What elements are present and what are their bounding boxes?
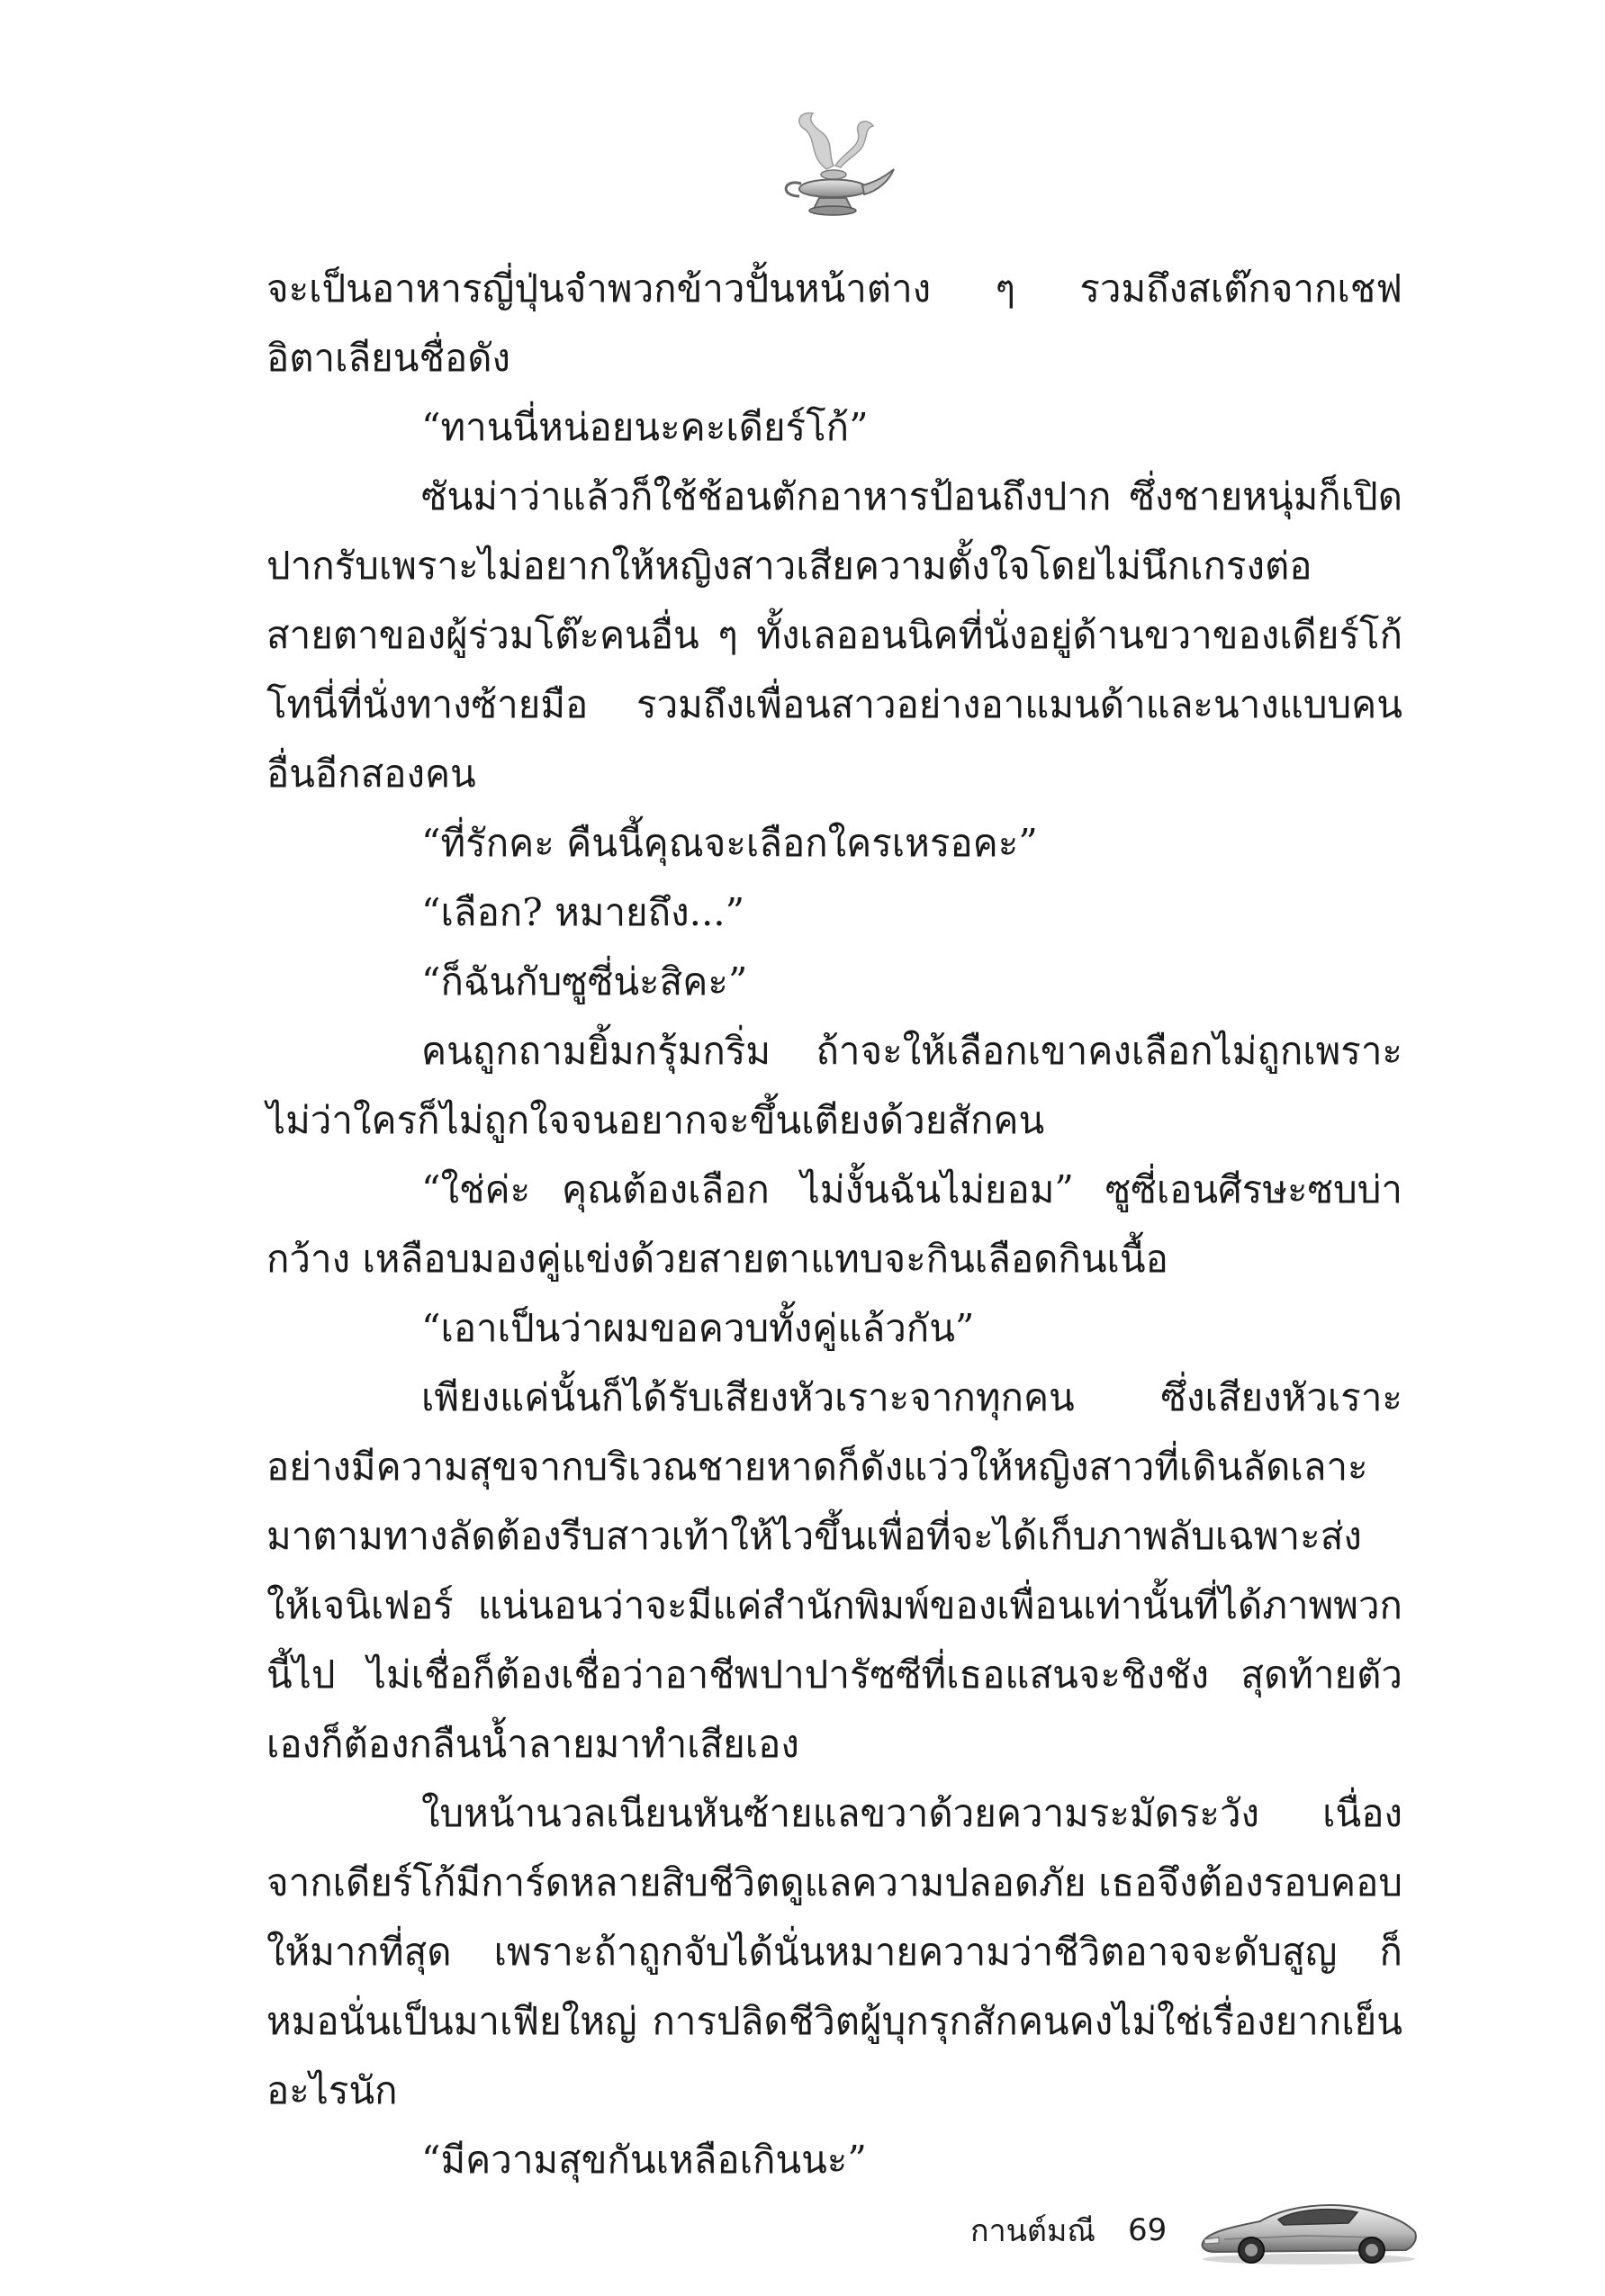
paragraph: “ใช่ค่ะ คุณต้องเลือก ไม่งั้นฉันไม่ยอม” ซูซี่เอนศีรษะซบบ่ากว้าง เหลือบมองคู่แข่งด้วยสายตาแทบจะกินเลือดกินเนื้อ — [266, 1167, 1402, 1281]
sports-car-icon — [1197, 2187, 1420, 2268]
paragraph: “เลือก? หมายถึง...” — [421, 890, 745, 934]
page-footer — [970, 2194, 1167, 2266]
body-text — [266, 254, 1402, 2194]
page-number: 69 — [1127, 2212, 1168, 2248]
paragraph: “ที่รักคะ คืนนี้คุณจะเลือกใครเหรอคะ” — [421, 821, 1038, 865]
paragraph: “เอาเป็นว่าผมขอควบทั้งคู่แล้วกัน” — [421, 1306, 975, 1350]
paragraph: ใบหน้านวลเนียนหันซ้ายแลขวาด้วยความระมัดระวัง เนื่องจากเดียร์โก้มีการ์ดหลายสิบชีวิตดูแลความปลอดภัย เธอจึงต้องรอบคอบให้มากที่สุด เพราะถ้าถูกจับได้นั่นหมายความว่าชีวิตอาจจะดับสูญ ก็หมอนั่นเป็นมาเฟียใหญ่ การปลิดชีวิตผู้บุกรุกสักคนคงไม่ใช่เรื่องยากเย็นอะไรนัก — [266, 1791, 1402, 2112]
author-name: กานต์มณี — [970, 2213, 1096, 2249]
paragraph: จะเป็นอาหารญี่ปุ่นจำพวกข้าวปั้นหน้าต่าง ๆ รวมถึงสเต๊กจากเชฟอิตาเลียนชื่อดัง — [266, 266, 1402, 380]
paragraph: “ก็ฉันกับซูซี่น่ะสิคะ” — [421, 959, 748, 1004]
paragraph: ซันม่าว่าแล้วก็ใช้ช้อนตักอาหารป้อนถึงปาก ซึ่งชายหนุ่มก็เปิดปากรับเพราะไม่อยากให้หญิงสาวเสียความตั้งใจโดยไม่นึกเกรงต่อสายตาของผู้ร่วมโต๊ะคนอื่น ๆ ทั้งเลออนนิคที่นั่งอยู่ด้านขวาของเดียร์โก้ โทนี่ที่นั่งทางซ้ายมือ รวมถึงเพื่อนสาวอย่างอาแมนด้าและนางแบบคนอื่นอีกสองคน — [266, 474, 1402, 796]
genie-lamp-icon — [763, 106, 898, 232]
paragraph: คนถูกถามยิ้มกรุ้มกริ่ม ถ้าจะให้เลือกเขาคงเลือกไม่ถูกเพราะไม่ว่าใครก็ไม่ถูกใจจนอยากจะขึ้นเตียงด้วยสักคน — [266, 1029, 1402, 1142]
paragraph: เพียงแค่นั้นก็ได้รับเสียงหัวเราะจากทุกคน ซึ่งเสียงหัวเราะอย่างมีความสุขจากบริเวณชายหาดก็ดังแว่วให้หญิงสาวที่เดินลัดเลาะมาตามทางลัดต้องรีบสาวเท้าให้ไวขึ้นเพื่อที่จะได้เก็บภาพลับเฉพาะส่งให้เจนิเฟอร์ แน่นอนว่าจะมีแค่สำนักพิมพ์ของเพื่อนเท่านั้นที่ได้ภาพพวกนี้ไป ไม่เชื่อก็ต้องเชื่อว่าอาชีพปาปารัซซีที่เธอแสนจะชิงชัง สุดท้ายตัวเองก็ต้องกลืนน้ำลายมาทำเสียเอง — [266, 1375, 1402, 1766]
paragraph: “มีความสุขกันเหลือเกินนะ” — [421, 2138, 867, 2182]
paragraph: “ทานนี่หน่อยนะคะเดียร์โก้” — [421, 405, 869, 449]
